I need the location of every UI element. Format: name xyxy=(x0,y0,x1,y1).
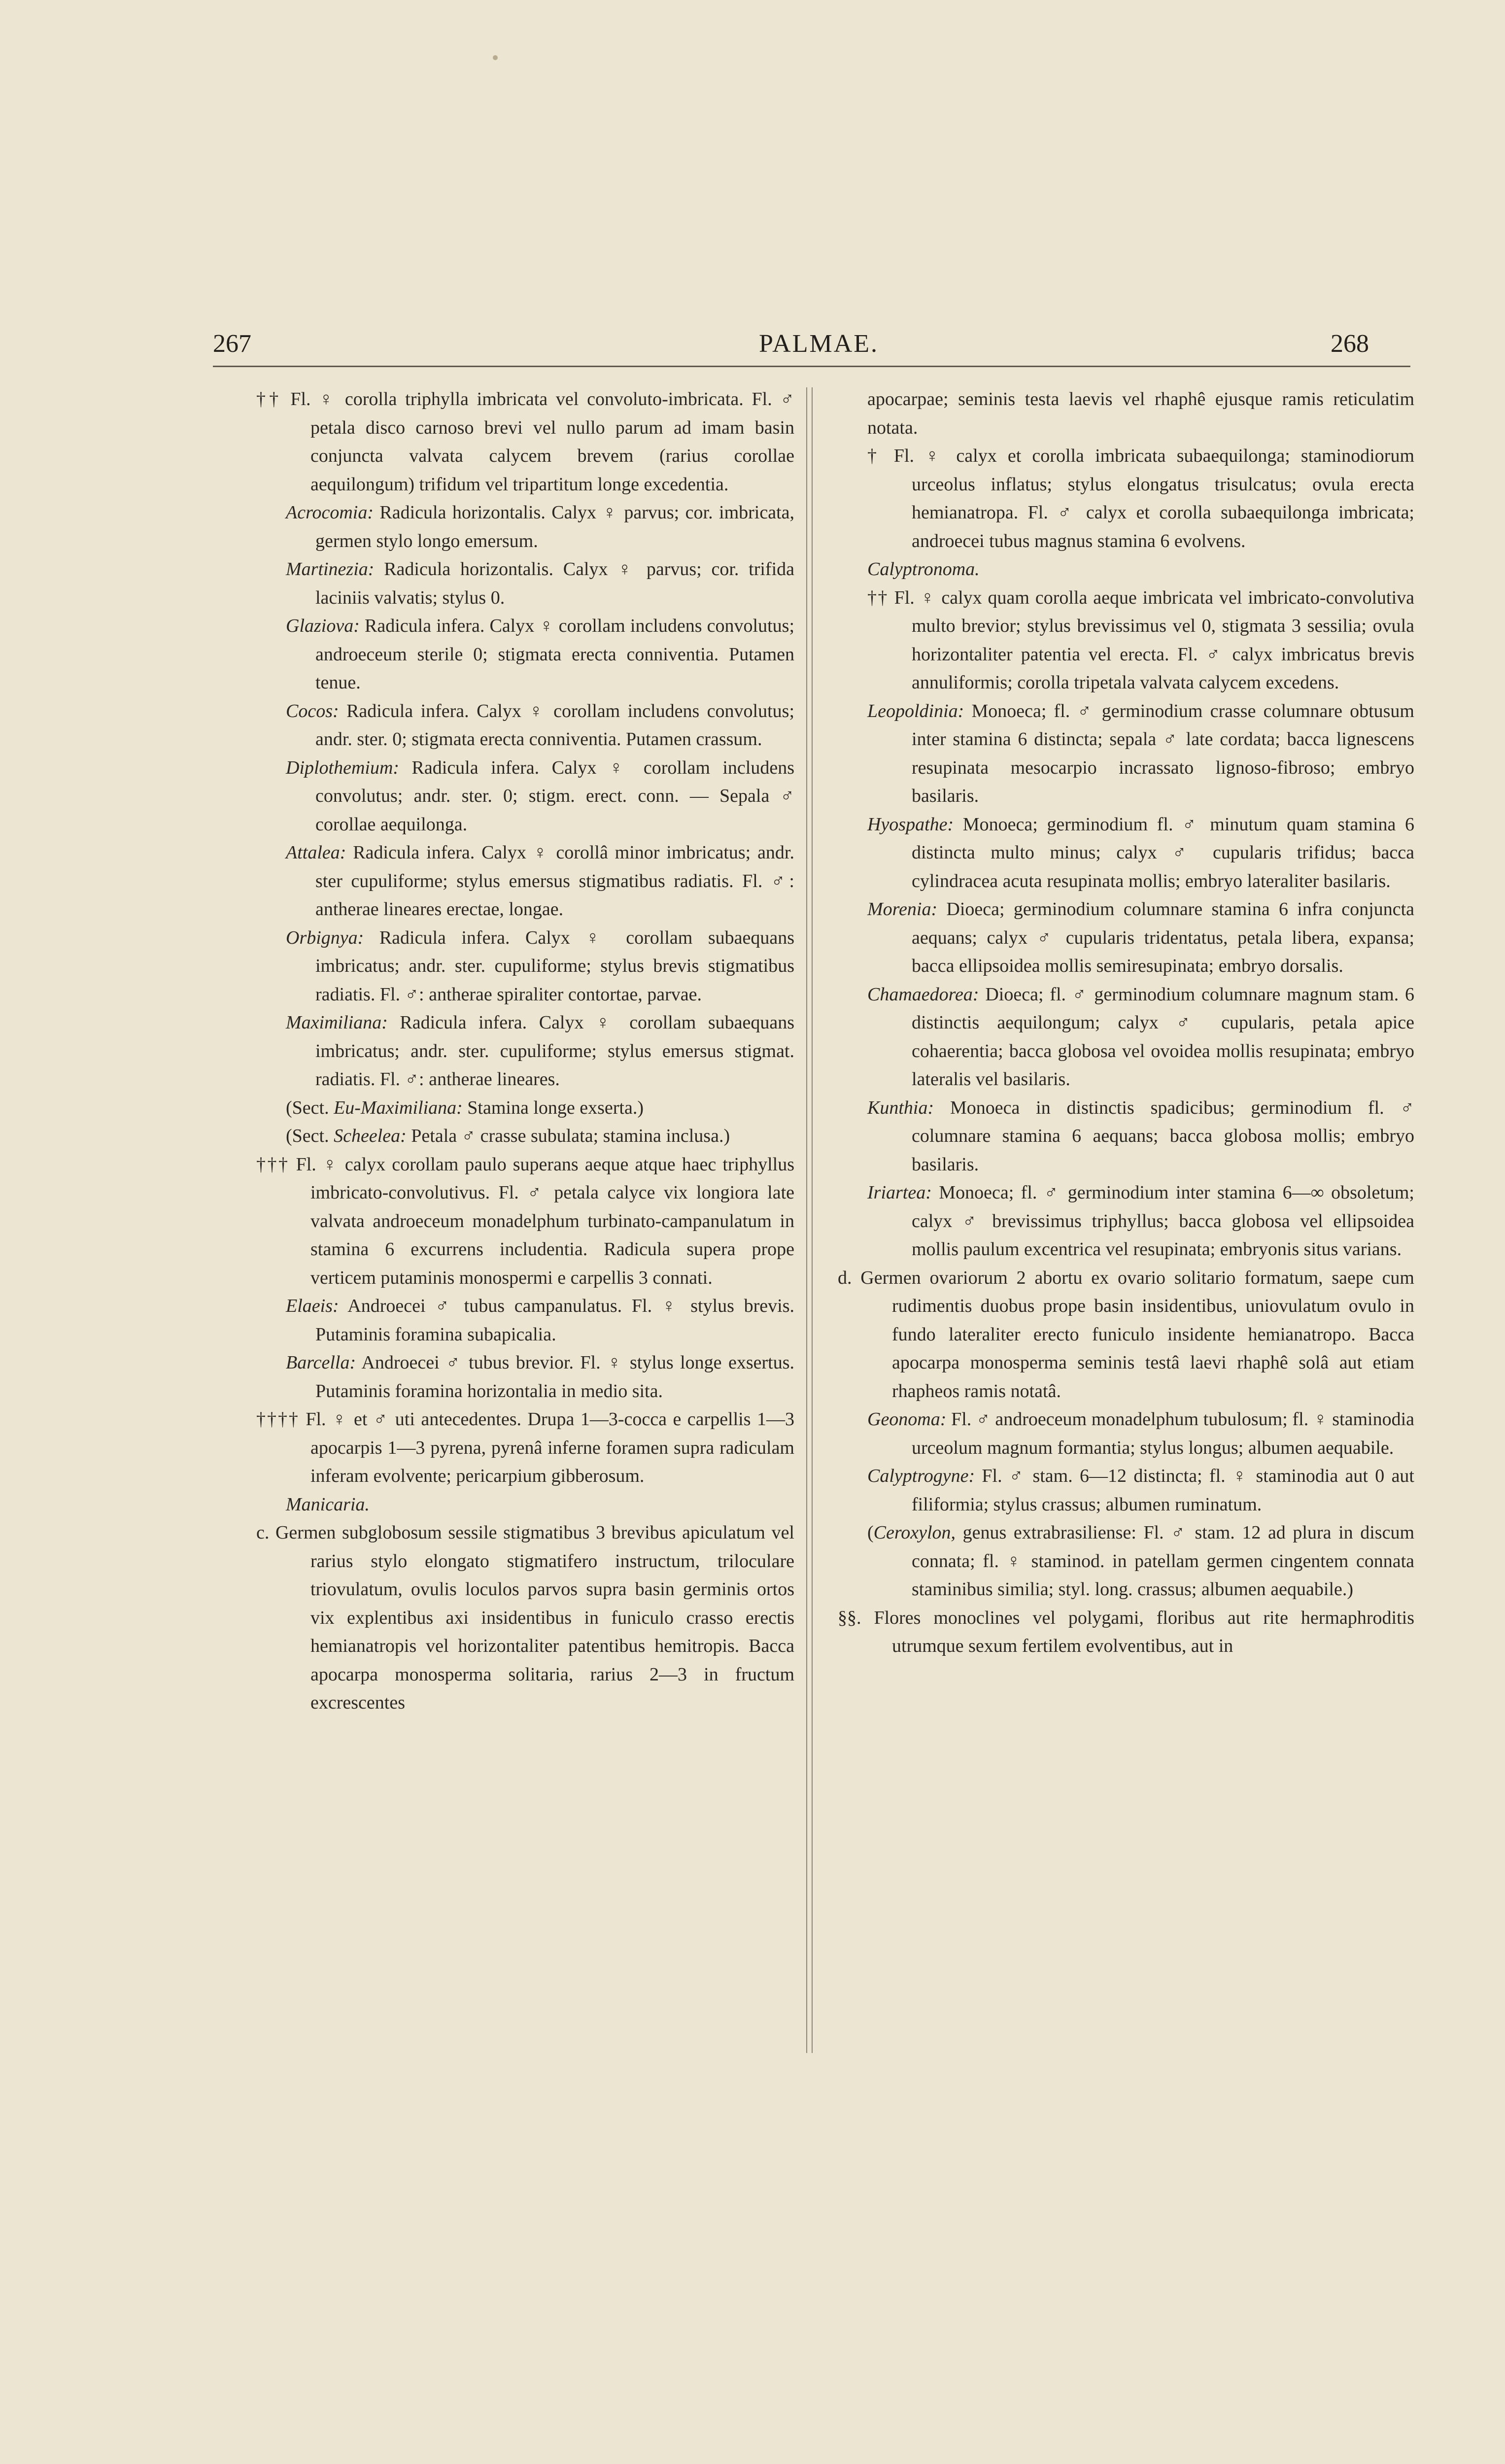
genus-entry xyxy=(256,499,794,555)
key-paragraph xyxy=(838,584,1414,697)
paragraph-text: Radicula infera. Calyx ♀ corollâ minor imbricatus; andr. ster cupuliforme; stylus emersus stigmatibus radiatis. Fl. ♂: antherae lineares erectae, longae. xyxy=(315,842,794,920)
paragraph-text: Androecei ♂ tubus campanulatus. Fl. ♀ stylus brevis. Putaminis foramina subapicalia. xyxy=(315,1296,794,1345)
section-prefix: ( xyxy=(867,1522,874,1543)
page-number-right: 268 xyxy=(1331,330,1369,358)
genus-name: Glaziova: xyxy=(286,616,360,636)
paragraph-text: Monoeca; germinodium fl. ♂ minutum quam stamina 6 distincta multo minus; calyx ♂ cupularis trifidus; bacca cylindracea acuta resupinata mollis; embryo lateraliter basilaris. xyxy=(912,814,1414,891)
genus-name: Martinezia: xyxy=(286,559,375,580)
key-paragraph xyxy=(256,1519,794,1717)
genus-entry xyxy=(256,924,794,1009)
genus-name: Barcella: xyxy=(286,1352,356,1373)
section-prefix: (Sect. xyxy=(286,1097,334,1118)
paragraph-text: †† Fl. ♀ corolla triphylla imbricata vel convoluto-imbricata. Fl. ♂ petala disco carnoso brevi vel nullo parum ad imam basin conjuncta valvata calycem brevem (rarius corollae aequilongum) trifidum vel tripartitum longe excedentia. xyxy=(256,389,794,495)
paragraph-text: Petala ♂ crasse subulata; stamina inclusa.) xyxy=(406,1126,730,1146)
key-paragraph xyxy=(838,1264,1414,1406)
paragraph-text: genus extrabrasiliense: Fl. ♂ stam. 12 ad plura in discum connata; fl. ♀ staminod. in patellam germen cingentem connata staminibus similia; styl. long. crassus; albumen aequabile.) xyxy=(912,1522,1414,1600)
key-paragraph xyxy=(838,442,1414,555)
genus-entry xyxy=(256,754,794,839)
genus-name: Maximiliana: xyxy=(286,1012,388,1033)
genus-name: Eu-Maximiliana: xyxy=(334,1097,463,1118)
column-divider xyxy=(812,387,813,2053)
genus-entry xyxy=(838,555,1414,584)
genus-name: Calyptronoma. xyxy=(867,559,980,580)
genus-entry xyxy=(838,697,1414,811)
genus-entry xyxy=(256,1094,794,1123)
paragraph-text: Fl. ♂ stam. 6—12 distincta; fl. ♀ staminodia aut 0 aut filiformia; stylus crassus; albumen ruminatum. xyxy=(912,1466,1414,1515)
genus-name: Kunthia: xyxy=(867,1097,934,1118)
key-paragraph xyxy=(256,1151,794,1293)
genus-entry xyxy=(256,1491,794,1519)
paragraph-text: † Fl. ♀ calyx et corolla imbricata subaequilonga; staminodiorum urceolus inflatus; stylus elongatus trisulcatus; ovula erecta hemianatropa. Fl. ♂ calyx et corolla subaequilonga imbricata; androecei tubus magnus stamina 6 evolvens. xyxy=(867,445,1414,551)
section-prefix: (Sect. xyxy=(286,1126,334,1146)
genus-name: Calyptrogyne: xyxy=(867,1466,975,1486)
key-paragraph xyxy=(838,1604,1414,1661)
paragraph-text: †††† Fl. ♀ et ♂ uti antecedentes. Drupa 1—3-cocca e carpellis 1—3 apocarpis 1—3 pyrena, pyrenâ inferne foramen supra radiculam inferam evolvente; pericarpium gibberosum. xyxy=(256,1409,794,1486)
genus-entry xyxy=(838,1462,1414,1519)
genus-entry xyxy=(256,612,794,697)
genus-entry xyxy=(838,1519,1414,1604)
paragraph-text: Dioeca; fl. ♂ germinodium columnare magnum stam. 6 distinctis aequilongum; calyx ♂ cupularis, petala apice cohaerentia; bacca globosa vel ovoidea mollis resupinata; embryo lateralis vel basilaris. xyxy=(912,984,1414,1090)
paragraph-text: §§. Flores monoclines vel polygami, floribus aut rite hermaphroditis utrumque sexum fertilem evolventibus, aut in xyxy=(838,1607,1414,1656)
paragraph-text: Radicula infera. Calyx ♀ corollam subaequans imbricatus; andr. ster. cupuliforme; stylus brevis stigmatibus radiatis. Fl. ♂: antherae spiraliter contortae, parvae. xyxy=(315,927,794,1005)
paragraph-text: ††† Fl. ♀ calyx corollam paulo superans aeque atque haec triphyllus imbricato-convolutivus. Fl. ♂ petala calyce vix longiora late valvata androeceum monadelphum turbinato-campanulatum in stamina 6 excurrens includentia. Radicula supera prope verticem putaminis monospermi e carpellis 3 connati. xyxy=(256,1154,794,1288)
genus-entry xyxy=(256,839,794,924)
left-column xyxy=(256,385,794,1717)
genus-name: Elaeis: xyxy=(286,1296,339,1316)
paragraph-text: apocarpae; seminis testa laevis vel rhaphê ejusque ramis reticulatim notata. xyxy=(867,389,1414,438)
column-divider xyxy=(806,387,807,2053)
paragraph-text: d. Germen ovariorum 2 abortu ex ovario solitario formatum, saepe cum rudimentis duobus prope basin insidentibus, uniovulatum ovulo in fundo lateraliter erecto funiculo insidente hemianatropo. Bacca apocarpa monosperma seminis testâ laevi rhaphê solâ aut etiam rhapheos ramis notatâ. xyxy=(838,1267,1414,1402)
header-rule xyxy=(213,366,1410,367)
paragraph-text: c. Germen subglobosum sessile stigmatibus 3 brevibus apiculatum vel rarius stylo elongato stigmatifero instructum, triloculare triovulatum, ovulis loculos parvos supra basin germinis ortos vix explentibus axi insidentibus in funiculo crasso erectis hemianatropis vel horizontaliter patentibus hemitropis. Bacca apocarpa monosperma solitaria, rarius 2—3 in fructum excrescentes xyxy=(256,1522,794,1713)
genus-name: Chamaedorea: xyxy=(867,984,979,1005)
genus-name: Ceroxylon, xyxy=(873,1522,956,1543)
key-paragraph xyxy=(838,385,1414,442)
paragraph-text: Radicula infera. Calyx ♀ corollam subaequans imbricatus; andr. ster. cupuliforme; stylus emersus stigmat. radiatis. Fl. ♂: antherae lineares. xyxy=(315,1012,794,1090)
genus-entry xyxy=(256,1349,794,1405)
genus-entry xyxy=(838,981,1414,1094)
genus-name: Leopoldinia: xyxy=(867,700,964,721)
paragraph-text: Radicula infera. Calyx ♀ corollam includens convolutus; andr. ster. 0; stigm. erect. conn. — Sepala ♂ corollae aequilonga. xyxy=(315,757,794,835)
genus-entry xyxy=(838,811,1414,896)
genus-entry xyxy=(256,1009,794,1094)
genus-name: Scheelea: xyxy=(334,1126,407,1146)
paragraph-text: Monoeca in distinctis spadicibus; germinodium fl. ♂ columnare stamina 6 aequans; bacca globosa mollis; embryo basilaris. xyxy=(912,1097,1414,1175)
genus-entry xyxy=(838,1179,1414,1264)
paragraph-text: Androecei ♂ tubus brevior. Fl. ♀ stylus longe exsertus. Putaminis foramina horizontalia in medio sita. xyxy=(315,1352,794,1402)
genus-name: Geonoma: xyxy=(867,1409,947,1430)
paragraph-text: Stamina longe exserta.) xyxy=(462,1097,644,1118)
genus-name: Attalea: xyxy=(286,842,346,863)
genus-entry xyxy=(838,1405,1414,1462)
page-number-left: 267 xyxy=(213,330,251,358)
genus-name: Hyospathe: xyxy=(867,814,954,835)
genus-entry xyxy=(256,555,794,612)
genus-entry xyxy=(256,1292,794,1349)
genus-name: Iriartea: xyxy=(867,1182,932,1203)
genus-entry xyxy=(838,895,1414,981)
genus-name: Cocos: xyxy=(286,700,339,721)
paragraph-text: Radicula infera. Calyx ♀ corollam includens convolutus; androeceum sterile 0; stigmata erecta conniventia. Putamen tenue. xyxy=(315,616,794,693)
key-paragraph xyxy=(256,385,794,499)
paragraph-text: †† Fl. ♀ calyx quam corolla aeque imbricata vel imbricato-convolutiva multo brevior; stylus brevissimus vel 0, stigmata 3 sessilia; ovula horizontaliter patentia vel erecta. Fl. ♂ calyx imbricatus brevis annuliformis; corolla tripetala valvata calycem excedens. xyxy=(867,587,1414,693)
genus-entry xyxy=(256,697,794,754)
genus-entry xyxy=(838,1094,1414,1179)
paper-speck xyxy=(493,55,498,60)
paragraph-text: Radicula horizontalis. Calyx ♀ parvus; cor. imbricata, germen stylo longo emersum. xyxy=(315,502,794,551)
paragraph-text: Fl. ♂ androeceum monadelphum tubulosum; fl. ♀ staminodia urceolum magnum formantia; stylus longus; albumen aequabile. xyxy=(912,1409,1414,1458)
paragraph-text: Monoeca; fl. ♂ germinodium inter stamina 6—∞ obsoletum; calyx ♂ brevissimus triphyllus; bacca globosa vel ellipsoidea mollis paulum excentrica vel resupinata; embryonis situs varians. xyxy=(912,1182,1414,1260)
genus-name: Manicaria. xyxy=(286,1494,370,1515)
paragraph-text: Radicula infera. Calyx ♀ corollam includens convolutus; andr. ster. 0; stigmata erecta conniventia. Putamen crassum. xyxy=(315,700,794,750)
paragraph-text: Dioeca; germinodium columnare stamina 6 infra conjuncta aequans; calyx ♂ cupularis tridentatus, petala libera, expansa; bacca ellipsoidea mollis semiresupinata; embryo dorsalis. xyxy=(912,899,1414,976)
key-paragraph xyxy=(256,1405,794,1491)
paragraph-text: Radicula horizontalis. Calyx ♀ parvus; cor. trifida laciniis valvatis; stylus 0. xyxy=(315,559,794,608)
genus-name: Diplothemium: xyxy=(286,757,400,778)
right-column xyxy=(838,385,1414,1661)
running-title: PALMAE. xyxy=(759,330,879,358)
genus-name: Morenia: xyxy=(867,899,938,920)
genus-name: Orbignya: xyxy=(286,927,364,948)
paragraph-text: Monoeca; fl. ♂ germinodium crasse columnare obtusum inter stamina 6 distincta; sepala ♂ late cordata; bacca lignescens resupinata mesocarpio incrassato lignoso-fibroso; embryo basilaris. xyxy=(912,700,1414,806)
genus-name: Acrocomia: xyxy=(286,502,374,523)
genus-entry xyxy=(256,1122,794,1151)
